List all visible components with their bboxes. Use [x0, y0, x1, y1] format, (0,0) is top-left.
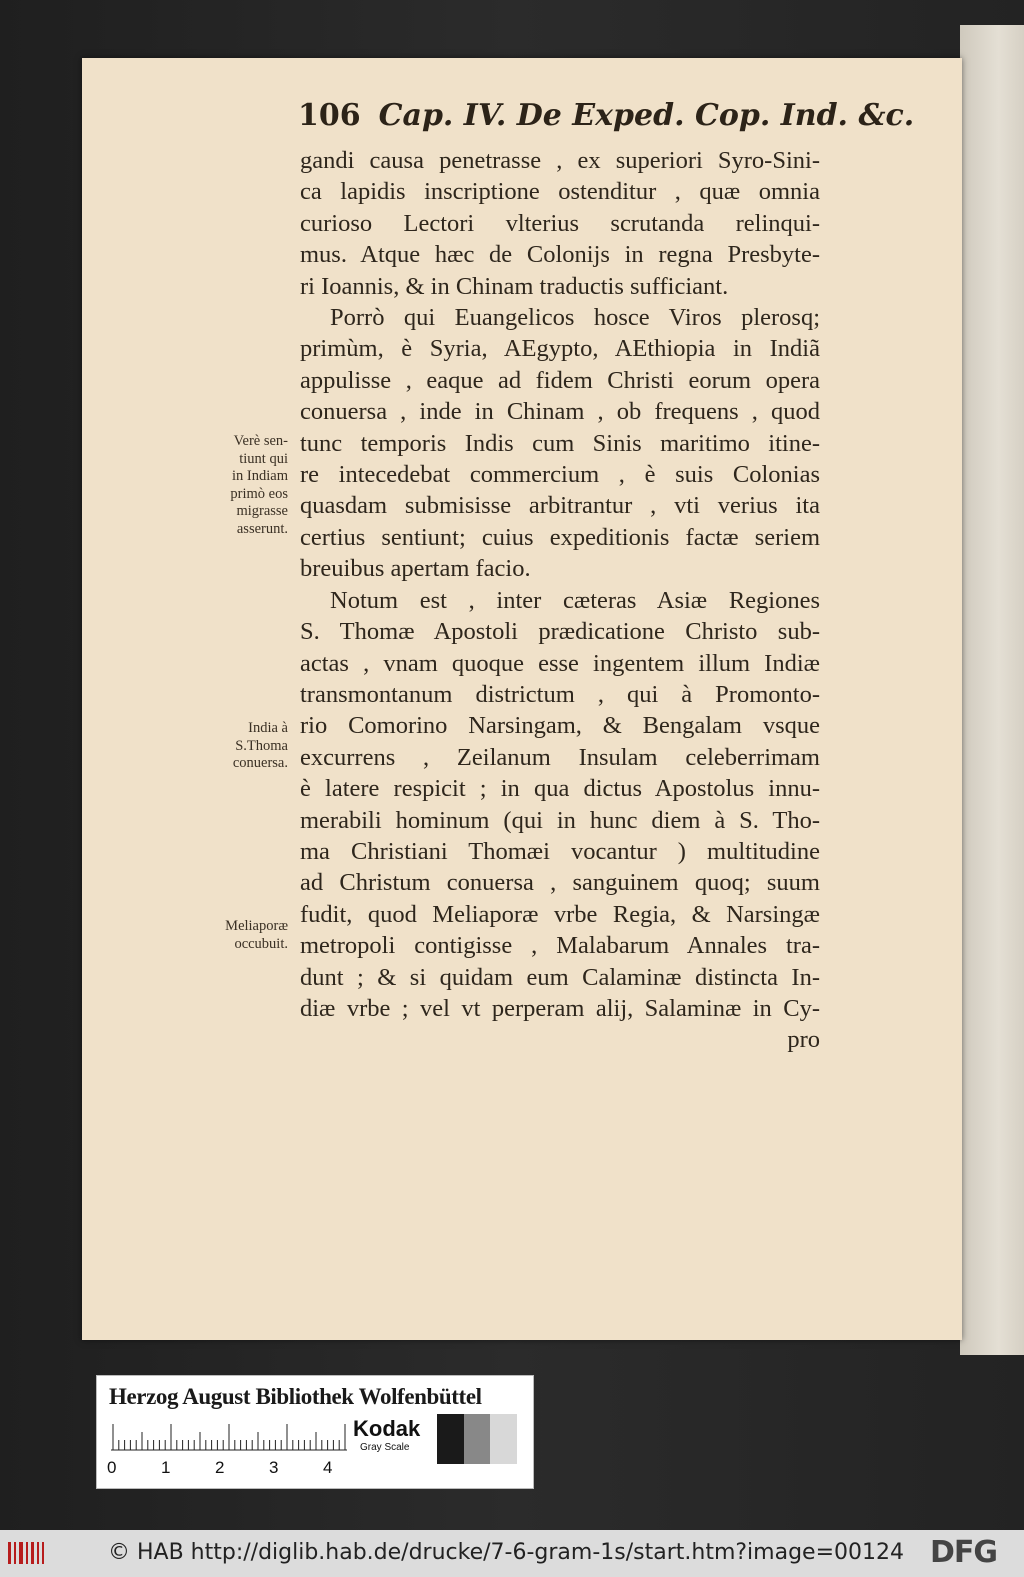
- text-line: Porrò qui Euangelicos hosce Viros plerosq;: [330, 304, 820, 332]
- text-line: Notum est , inter cæteras Asiæ Regiones: [330, 586, 820, 614]
- text-line: appulisse , eaque ad fidem Christi eorum opera: [300, 366, 820, 394]
- ruler-number: 2: [215, 1458, 225, 1477]
- footer-bar: [0, 1530, 1024, 1577]
- text-line: dunt ; & si quidam eum Calaminæ distincta In-: [300, 963, 820, 991]
- ruler-number: 1: [161, 1458, 171, 1477]
- text-line: primùm, è Syria, AEgypto, AEthiopia in Indiã: [300, 335, 820, 363]
- text-line: certius sentiunt; cuius expeditionis factæ seriem: [300, 523, 820, 551]
- ruler-number: 0: [107, 1458, 117, 1477]
- margin-note-line: migrasse: [236, 503, 288, 519]
- ruler-number: 3: [269, 1458, 279, 1477]
- text-line: S. Thomæ Apostoli prædicatione Christo sub-: [300, 618, 820, 646]
- gray-scale-label: Gray Scale: [360, 1442, 410, 1453]
- kodak-logo: Kodak: [353, 1416, 421, 1441]
- gray-patch-mid: [464, 1414, 491, 1464]
- margin-note-line: occubuit.: [234, 935, 288, 952]
- margin-note-line: primò eos: [230, 485, 288, 502]
- text-line: ma Christiani Thomæi vocantur ) multitudine: [300, 837, 820, 865]
- text-line: ad Christum conuersa , sanguinem quoq; suum: [300, 869, 820, 897]
- catchword: pro: [787, 1026, 820, 1054]
- adjacent-page-edge: [960, 25, 1024, 1355]
- dfg-logo: DFG: [930, 1535, 998, 1570]
- text-line: rio Comorino Narsingam, & Bengalam vsque: [300, 712, 820, 740]
- text-line: re intecedebat commercium , è suis Colonias: [300, 461, 820, 489]
- color-scale-card: [96, 1375, 534, 1489]
- hab-barcode-icon: [6, 1538, 46, 1568]
- text-line: quasdam submisisse arbitrantur , vti verius ita: [300, 492, 820, 520]
- text-line: breuibus apertam facio.: [300, 555, 531, 583]
- margin-note-line: conuersa.: [232, 755, 288, 771]
- text-line: metropoli contigisse , Malabarum Annales tra-: [300, 932, 820, 960]
- margin-note-line: India à: [248, 720, 288, 736]
- running-title: Cap. IV. De Exped. Cop. Ind. &c.: [378, 98, 915, 133]
- text-line: è latere respicit ; in qua dictus Apostolus innu-: [300, 775, 820, 803]
- margin-note-line: asserunt.: [236, 520, 288, 537]
- margin-note-line: S.Thoma: [235, 737, 288, 754]
- copyright-url[interactable]: © HAB http://diglib.hab.de/drucke/7-6-gram-1s/start.htm?image=00124: [108, 1540, 904, 1565]
- body-text: [300, 145, 820, 1056]
- ruler-icon: [111, 1420, 347, 1456]
- margin-note: [200, 918, 288, 953]
- text-line: actas , vnam quoque esse ingentem illum Indiæ: [300, 649, 820, 677]
- text-line: fudit, quod Meliaporæ vrbe Regia, & Narsingæ: [300, 900, 820, 928]
- ruler-number: 4: [323, 1458, 333, 1477]
- text-line: mus. Atque hæc de Colonijs in regna Presbyte-: [300, 241, 820, 269]
- text-line: diæ vrbe ; vel vt perperam alij, Salaminæ in Cy-: [300, 994, 820, 1022]
- text-line: ri Ioannis, & in Chinam traductis sufficiant.: [300, 272, 729, 300]
- margin-note-line: Verè sen-: [233, 433, 288, 449]
- text-line: conuersa , inde in Chinam , ob frequens , quod: [300, 398, 820, 426]
- margin-note-line: Meliaporæ: [225, 918, 288, 934]
- text-line: tunc temporis Indis cum Sinis maritimo itine-: [300, 429, 820, 457]
- margin-note-line: in Indiam: [232, 468, 288, 484]
- gray-patch-light: [490, 1414, 517, 1464]
- library-name: Herzog August Bibliothek Wolfenbüttel: [109, 1384, 482, 1409]
- gray-scale-patches: [437, 1414, 517, 1464]
- gray-patch-dark: [437, 1414, 464, 1464]
- text-line: merabili hominum (qui in hunc diem à S. Tho-: [300, 806, 820, 834]
- page-number: 106: [298, 98, 361, 133]
- text-line: transmontanum districtum , qui à Promonto-: [300, 680, 820, 708]
- margin-note: [200, 720, 288, 773]
- text-line: excurrens , Zeilanum Insulam celeberrimam: [300, 743, 820, 771]
- running-head: [298, 98, 915, 133]
- text-line: curioso Lectori vlterius scrutanda relinqui-: [300, 209, 820, 237]
- text-line: gandi causa penetrasse , ex superiori Syro-Sini-: [300, 147, 820, 174]
- text-line: ca lapidis inscriptione ostenditur , quæ omnia: [300, 178, 820, 206]
- margin-note: [200, 433, 288, 538]
- margin-note-line: tiunt qui: [239, 450, 288, 467]
